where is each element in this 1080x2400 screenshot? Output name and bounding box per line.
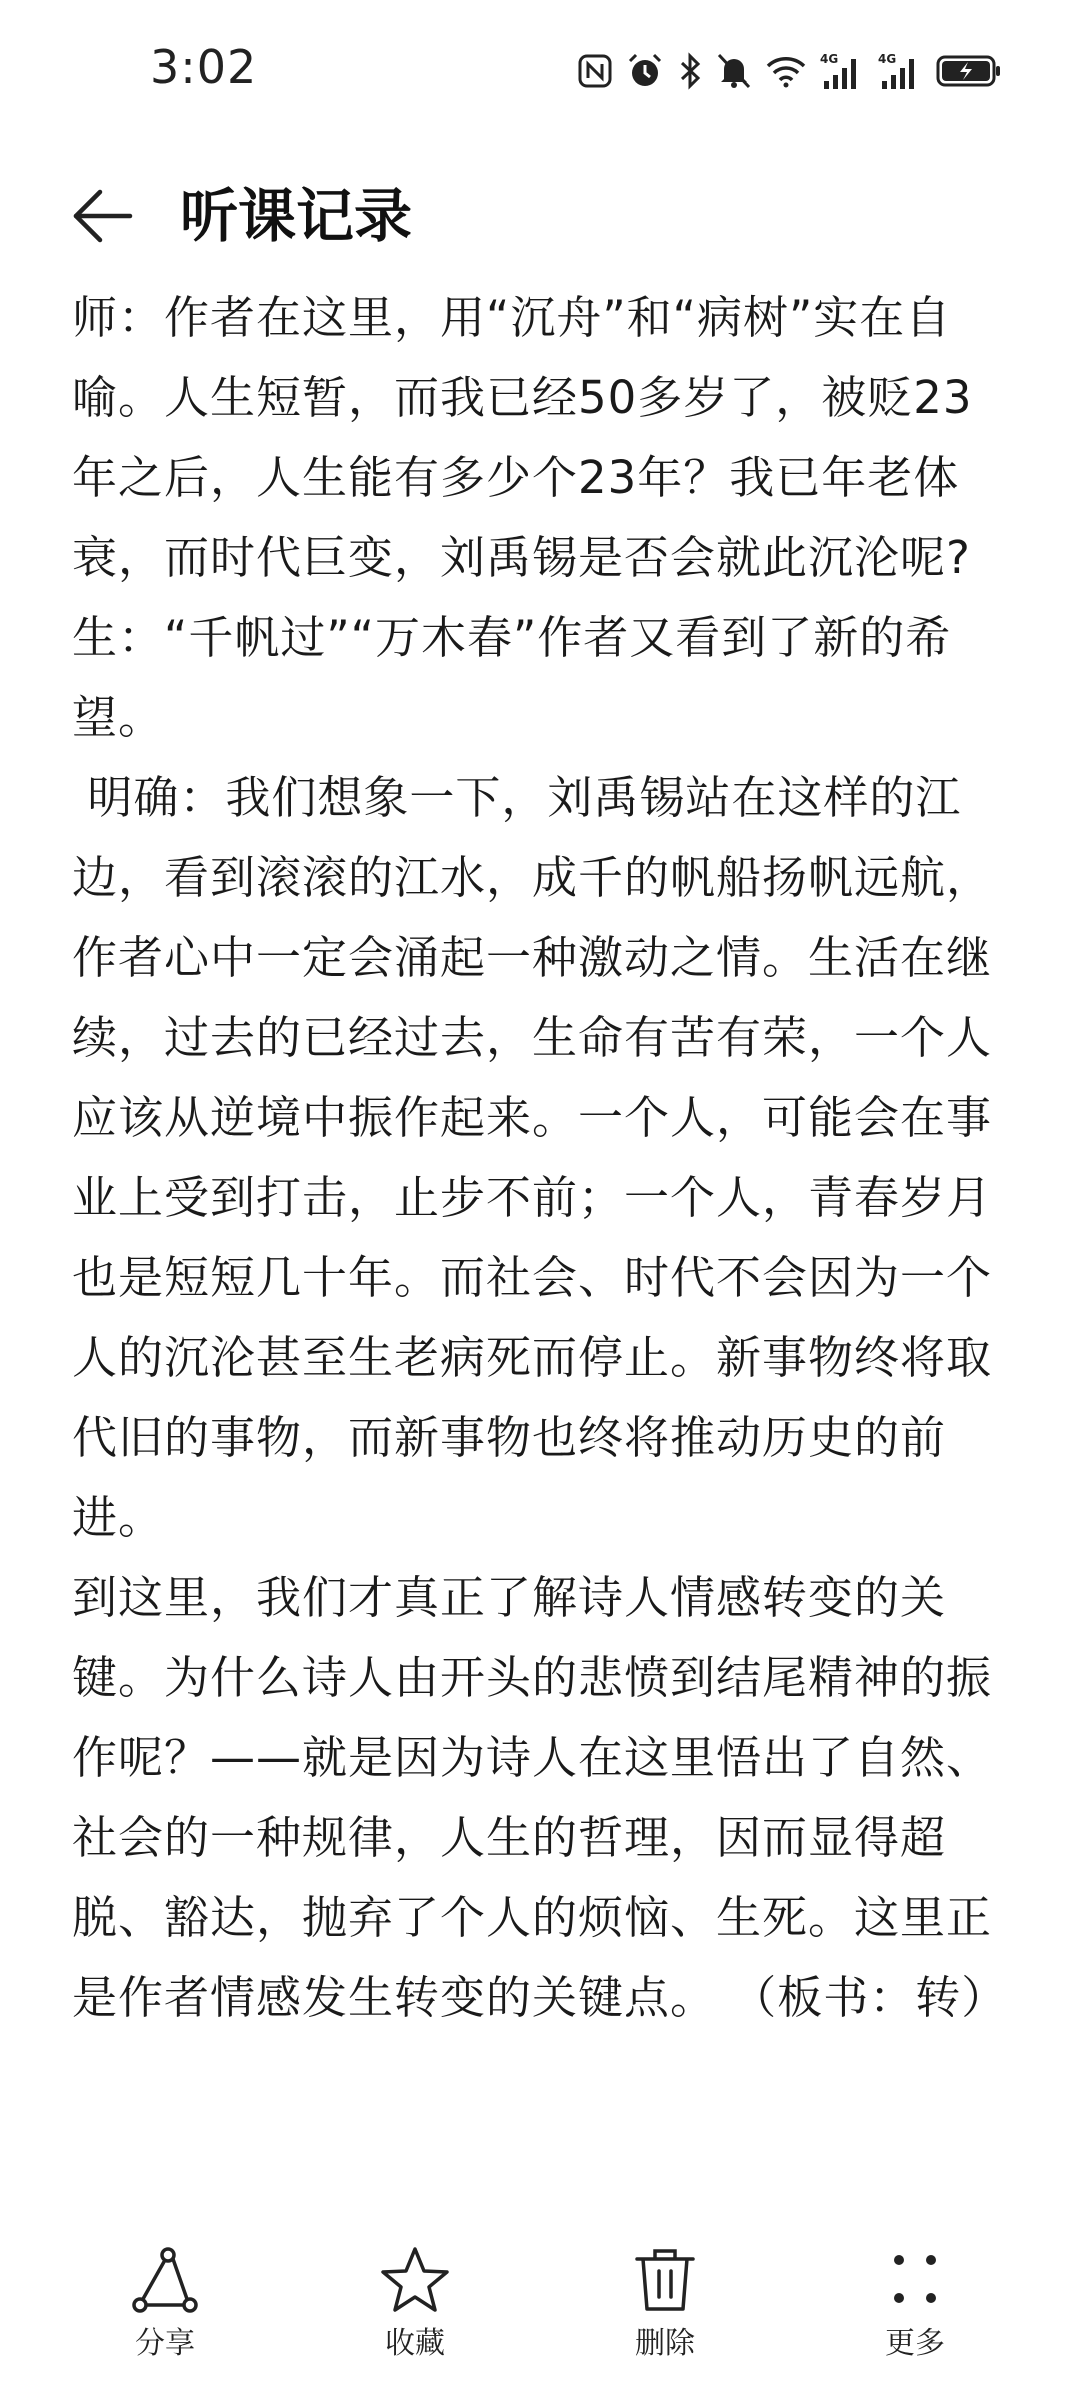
note-paragraph: 生：“千帆过”“万木春”作者又看到了新的希望。 [72,611,952,744]
status-bar [0,0,1080,140]
note-paragraph: 到这里，我们才真正了解诗人情感转变的关键。为什么诗人由开头的悲愤到结尾精神的振作呢？——就是因为诗人在这里悟出了自然、社会的一种规律，人生的哲理，因而显得超脱、豁达，抛弃了个人的烦恼、生死。这里正是作者情感发生转变的关键点。 （板书：转） [72,1571,1008,2024]
page-title: 听课记录 [180,182,413,250]
star-icon [375,2240,455,2320]
back-arrow-icon[interactable] [62,176,142,256]
share-icon [125,2240,205,2320]
network-label-1: 4G [820,52,839,66]
network-label-2: 4G [878,52,897,66]
delete-label: 删除 [635,2326,695,2361]
battery-charging-icon [936,48,1002,94]
alarm-icon [626,48,664,94]
more-icon [875,2240,955,2320]
signal-4g-icon [820,48,864,94]
bottom-toolbar [0,2240,1080,2400]
nfc-icon [578,48,612,94]
share-label: 分享 [135,2326,195,2361]
delete-button[interactable] [575,2240,755,2364]
more-button[interactable] [825,2240,1005,2364]
favorite-button[interactable] [325,2240,505,2364]
status-icons [578,46,1002,96]
header [0,150,1080,280]
wifi-icon [766,48,806,94]
more-label: 更多 [885,2326,945,2361]
bluetooth-icon [678,48,702,94]
mute-icon [716,48,752,94]
favorite-label: 收藏 [385,2326,445,2361]
trash-icon [625,2240,705,2320]
note-content[interactable] [72,278,1012,2208]
note-paragraph: 明确：我们想象一下，刘禹锡站在这样的江边，看到滚滚的江水，成千的帆船扬帆远航，作者心中一定会涌起一种激动之情。生活在继续，过去的已经过去，生命有苦有荣，一个人应该从逆境中振作起来。一个人，可能会在事业上受到打击，止步不前；一个人，青春岁月也是短短几十年。而社会、时代不会因为一个人的沉沦甚至生老病死而停止。新事物终将取代旧的事物，而新事物也终将推动历史的前进。 [72,771,993,1544]
share-button[interactable] [75,2240,255,2364]
status-time: 3:02 [150,40,258,94]
note-paragraph: 师：作者在这里，用“沉舟”和“病树”实在自喻。人生短暂，而我已经50多岁了，被贬23年之后，人生能有多少个23年？我已年老体衰，而时代巨变，刘禹锡是否会就此沉沦呢? [72,291,973,584]
signal-4g-icon [878,48,922,94]
